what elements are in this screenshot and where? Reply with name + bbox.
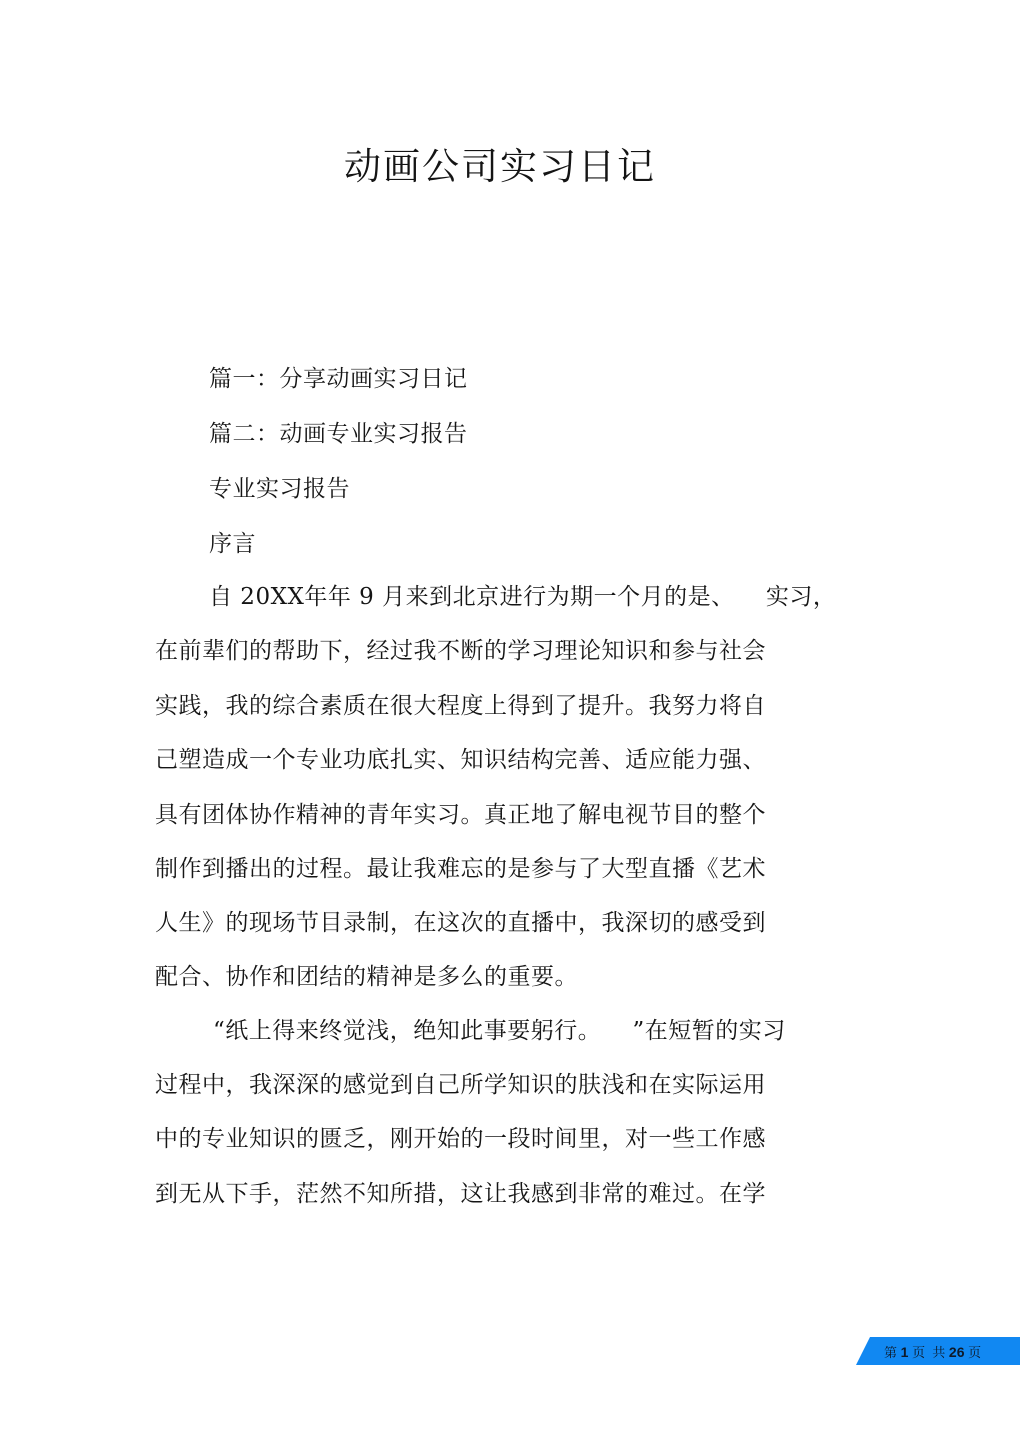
paragraph-1-line-7: 人生》的现场节目录制，在这次的直播中，我深切的感受到 — [155, 910, 766, 936]
page-middle: 页 共 — [912, 1345, 946, 1360]
paragraph-1-line-2: 在前辈们的帮助下，经过我不断的学习理论知识和参与社会 — [155, 638, 766, 664]
paragraph-1-line-8: 配合、协作和团结的精神是多么的重要。 — [155, 964, 578, 990]
toc-item-1: 篇一：分享动画实习日记 — [209, 366, 468, 392]
page-indicator — [884, 1342, 981, 1361]
paragraph-1-line-3: 实践，我的综合素质在很大程度上得到了提升。我努力将自 — [155, 693, 766, 719]
page-suffix: 页 — [968, 1345, 982, 1360]
paragraph-2-line-3: 中的专业知识的匮乏，刚开始的一段时间里，对一些工作感 — [155, 1126, 766, 1152]
document-title: 动画公司实习日记 — [344, 145, 656, 188]
paragraph-2-line-4: 到无从下手，茫然不知所措，这让我感到非常的难过。在学 — [155, 1181, 766, 1207]
paragraph-1-line-4: 己塑造成一个专业功底扎实、知识结构完善、适应能力强、 — [155, 747, 766, 773]
paragraph-1-line-1: 自 20XX年年 9 月来到北京进行为期一个月的是、 实习， — [209, 584, 837, 610]
paragraph-2-line-2: 过程中，我深深的感觉到自己所学知识的肤浅和在实际运用 — [155, 1072, 766, 1098]
paragraph-1-line-5: 具有团体协作精神的青年实习。真正地了解电视节目的整个 — [155, 802, 766, 828]
page-prefix: 第 — [884, 1345, 898, 1360]
current-page-number: 1 — [900, 1344, 909, 1360]
toc-item-2: 篇二：动画专业实习报告 — [209, 421, 468, 447]
paragraph-2-line-1: “纸上得来终觉浅，绝知此事要躬行。 ”在短暂的实习 — [213, 1018, 786, 1044]
paragraph-1-line-6: 制作到播出的过程。最让我难忘的是参与了大型直播《艺术 — [155, 856, 766, 882]
section-heading: 专业实习报告 — [209, 476, 350, 502]
subheading-preface: 序言 — [209, 531, 256, 557]
total-pages-number: 26 — [948, 1344, 965, 1360]
